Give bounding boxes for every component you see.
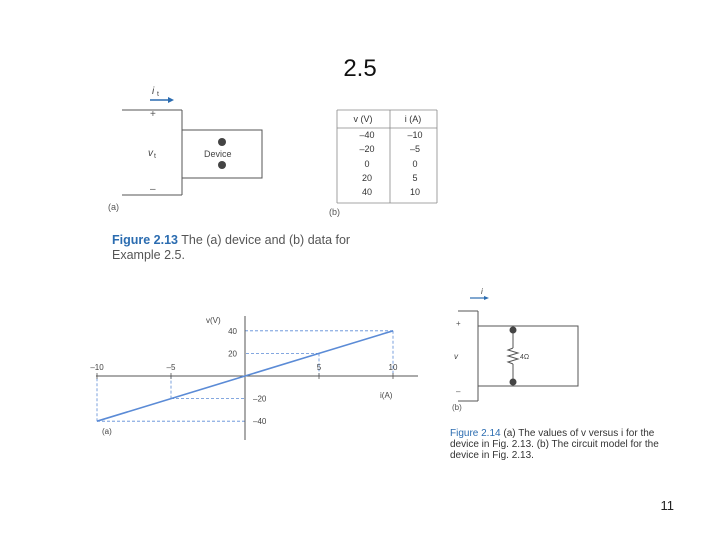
minus-sign: – [150,184,156,195]
plus-sign: + [456,319,461,328]
minus-sign: – [456,387,461,396]
y-tick-label: –40 [253,417,267,427]
slide-title: 2.5 [343,55,377,82]
vi-plot [88,308,428,443]
table-cell: 10 [409,187,421,197]
table-cell: 5 [412,173,418,183]
resistor-label: 4Ω [520,354,530,361]
page-number: 11 [660,498,674,513]
table-cell: 20 [361,173,373,183]
plus-sign: + [150,109,156,120]
x-tick-label: 5 [316,363,322,372]
current-label: i [481,287,483,296]
voltage-label: v [454,352,458,361]
figure-2-13-label: Figure 2.13 [112,233,178,247]
circuit-model [448,286,588,416]
y-tick-label: 40 [228,326,237,336]
device-circuit [100,80,290,215]
panel-label-a: (a) [102,427,112,436]
panel-label-b: (b) [329,207,340,217]
x-tick-label: –10 [90,363,104,372]
table-header-v: v (V) [353,114,373,124]
data-table [325,100,445,220]
figure-2-13-text-2: Example 2.5. [112,248,185,262]
current-sub: t [157,91,159,98]
table-cell: –40 [359,130,375,140]
table-cell: 0 [412,159,418,169]
y-axis-label: v(V) [206,316,221,325]
table-cell: 0 [364,159,370,169]
caption-line: (a) The values of v versus i for the [503,428,655,439]
terminal-top [510,327,517,334]
table-cell: –5 [409,144,421,154]
terminal-bottom [218,161,226,169]
table-cell: 40 [361,187,373,197]
voltage-sub: t [154,153,156,160]
table-cell: –10 [407,130,423,140]
panel-label-b: (b) [452,403,462,412]
device-label: Device [204,149,232,159]
caption-line: device in Fig. 2.13. [450,450,534,461]
y-tick-label: –20 [253,394,267,404]
table-cell: –20 [359,144,375,154]
x-tick-label: –5 [166,363,176,372]
y-tick-label: 20 [228,349,237,359]
voltage-label: v [148,148,153,159]
x-axis-label: i(A) [380,391,393,400]
figure-2-14-label: Figure 2.14 [450,428,501,439]
terminal-top [218,138,226,146]
current-label: i [152,86,155,97]
table-header-i: i (A) [404,114,422,124]
figure-2-13-caption [112,233,452,263]
figure-2-14-caption [450,428,710,461]
panel-label-a: (a) [108,202,119,212]
terminal-bottom [510,379,517,386]
caption-line: device in Fig. 2.13. (b) The circuit model for the [450,439,659,450]
figure-2-13-text: The (a) device and (b) data for [181,233,351,247]
x-tick-label: 10 [388,363,398,372]
